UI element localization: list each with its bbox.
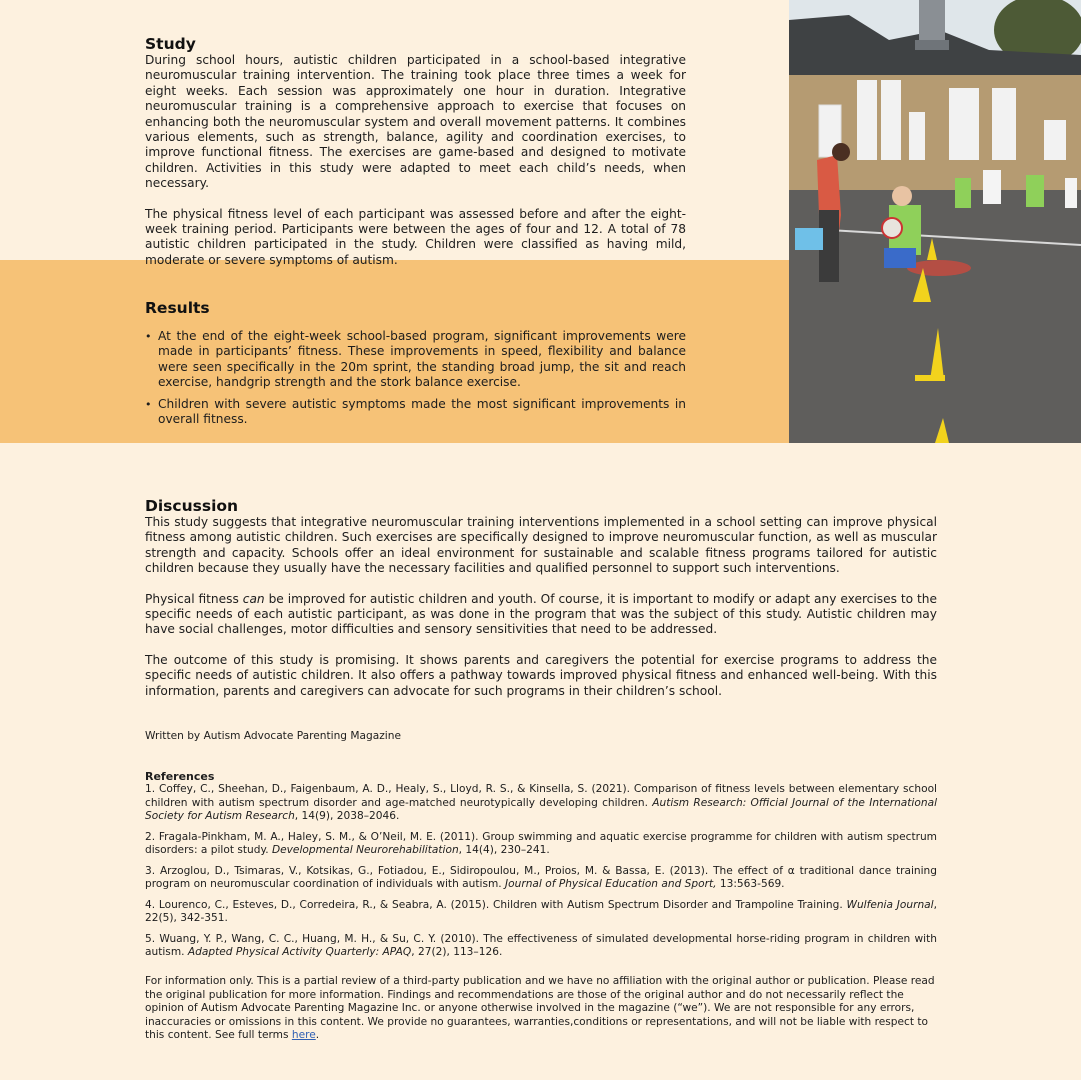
study-section <box>145 35 686 268</box>
reference-item: 2. Fragala-Pinkham, M. A., Haley, S. M., & O’Neil, M. E. (2011). Group swimming and aquatic exercise programme for children with autism spectrum disorders: a pilot study. Developmental Neurorehabilitation, 14(4), 230–241. <box>145 830 937 856</box>
discussion-p2-rest: be improved for autistic children and youth. Of course, it is important to modify or adapt any exercises to the specific needs of each autistic participant, as was done in the program that was the subject of this study. Autistic children may have social challenges, motor difficulties and sensory sensitivities that need to be addressed. <box>145 591 938 637</box>
disclaimer: For information only. This is a partial review of a third-party publication and we have no affiliation with the original author or publication. Please read the original publication for more information. Findings and recommendations are those of the original author and do not necessarily reflect the opinion of Autism Advocate Parenting Magazine Inc. or anyone otherwise involved in the magazine (“we”). We are not responsible for any errors, inaccuracies or omissions in this content. We provide no guarantees, warranties,conditions or representations, and will not be liable with respect to this content. See full terms here. <box>145 975 935 1042</box>
full-terms-link[interactable]: here <box>291 1029 316 1042</box>
results-list <box>145 329 686 427</box>
results-bullet: • At the end of the eight-week school-based program, significant improvements were made in participants’ fitness. These improvements in speed, flexibility and balance were seen specifically in the 20m sprint, the standing broad jump, the sit and reach exercise, handgrip strength and the stork balance exercise. <box>145 329 686 391</box>
references-section <box>145 770 937 967</box>
reference-item: 3. Arzoglou, D., Tsimaras, V., Kotsikas, G., Fotiadou, E., Sidiropoulou, M., Proios, M. & Bassa, E. (2013). The effect of α traditional dance training program on neuromuscular coordination of individuals with autism. Journal of Physical Education and Sport, 13:563-569. <box>145 864 937 890</box>
byline: Written by Autism Advocate Parenting Magazine <box>145 730 401 742</box>
schoolyard-illustration <box>789 0 1081 443</box>
references-heading: References <box>145 770 215 783</box>
results-heading: Results <box>145 299 210 317</box>
study-paragraph-2: The physical fitness level of each participant was assessed before and after the eight-week training period. Participants were between the ages of four and 12. A total of 78 autistic children participated in the study. Children were classified as having mild, moderate or severe symptoms of autism. <box>145 206 686 267</box>
schoolyard-photo <box>789 0 1081 443</box>
discussion-p2-emphasis: can <box>242 591 265 606</box>
disclaimer-text: For information only. This is a partial review of a third-party publication and we have no affiliation with the original author or publication. Please read the original publication for more information. Findings and recommendations are those of the original author and do not necessarily reflect the opinion of Autism Advocate Parenting Magazine Inc. or anyone otherwise involved in the magazine (“we”). We are not responsible for any errors, inaccuracies or omissions in this content. We provide no guarantees, warranties,conditions or representations, and will not be liable with respect to this content. See full terms <box>145 975 935 1042</box>
discussion-p2-start: Physical fitness <box>145 591 243 606</box>
discussion-paragraph-3: The outcome of this study is promising. It shows parents and caregivers the potential for exercise programs to address the specific needs of autistic children. It also offers a pathway towards improved physical fitness and enhanced well-being. With this information, parents and caregivers can advocate for such programs in their children’s school. <box>145 652 937 698</box>
discussion-heading: Discussion <box>145 497 239 515</box>
reference-item: 5. Wuang, Y. P., Wang, C. C., Huang, M. H., & Su, C. Y. (2010). The effectiveness of simulated developmental horse-riding program in children with autism. Adapted Physical Activity Quarterly: APAQ, 27(2), 113–126. <box>145 932 937 958</box>
discussion-paragraph-2 <box>145 592 937 638</box>
reference-item: 4. Lourenco, C., Esteves, D., Corredeira, R., & Seabra, A. (2015). Children with Autism Spectrum Disorder and Trampoline Training. Wulfenia Journal, 22(5), 342-351. <box>145 898 937 924</box>
reference-item: 1. Coffey, C., Sheehan, D., Faigenbaum, A. D., Healy, S., Lloyd, R. S., & Kinsella, S. (2021). Comparison of fitness levels between elementary school children with autism spectrum disorder and age-matched neurotypically developing children. Autism Research: Official Journal of the International Society for Autism Research, 14(9), 2038–2046. <box>145 783 938 822</box>
discussion-paragraph-1: This study suggests that integrative neuromuscular training interventions implemented in a school setting can improve physical fitness among autistic children. Such exercises are specifically designed to improve neuromuscular function, as well as muscular strength and capacity. Schools offer an ideal environment for sustainable and scalable fitness programs tailored for autistic children because they usually have the necessary facilities and qualified personnel to support such interventions. <box>145 515 937 576</box>
results-section <box>145 299 686 433</box>
study-heading: Study <box>145 35 196 53</box>
study-paragraph-1: During school hours, autistic children participated in a school-based integrative neuromuscular training intervention. The training took place three times a week for eight weeks. Each session was approximately one hour in duration. Integrative neuromuscular training is a comprehensive approach to exercise that focuses on enhancing both the neuromuscular system and overall movement patterns. It combines various elements, such as strength, balance, agility and coordination exercises, to improve functional fitness. The exercises are game-based and designed to motivate children. Activities in this study were adapted to meet each child’s needs, when necessary. <box>145 53 686 191</box>
discussion-section <box>145 497 937 699</box>
results-bullet: • Children with severe autistic symptoms made the most significant improvements in overall fitness. <box>145 397 686 428</box>
